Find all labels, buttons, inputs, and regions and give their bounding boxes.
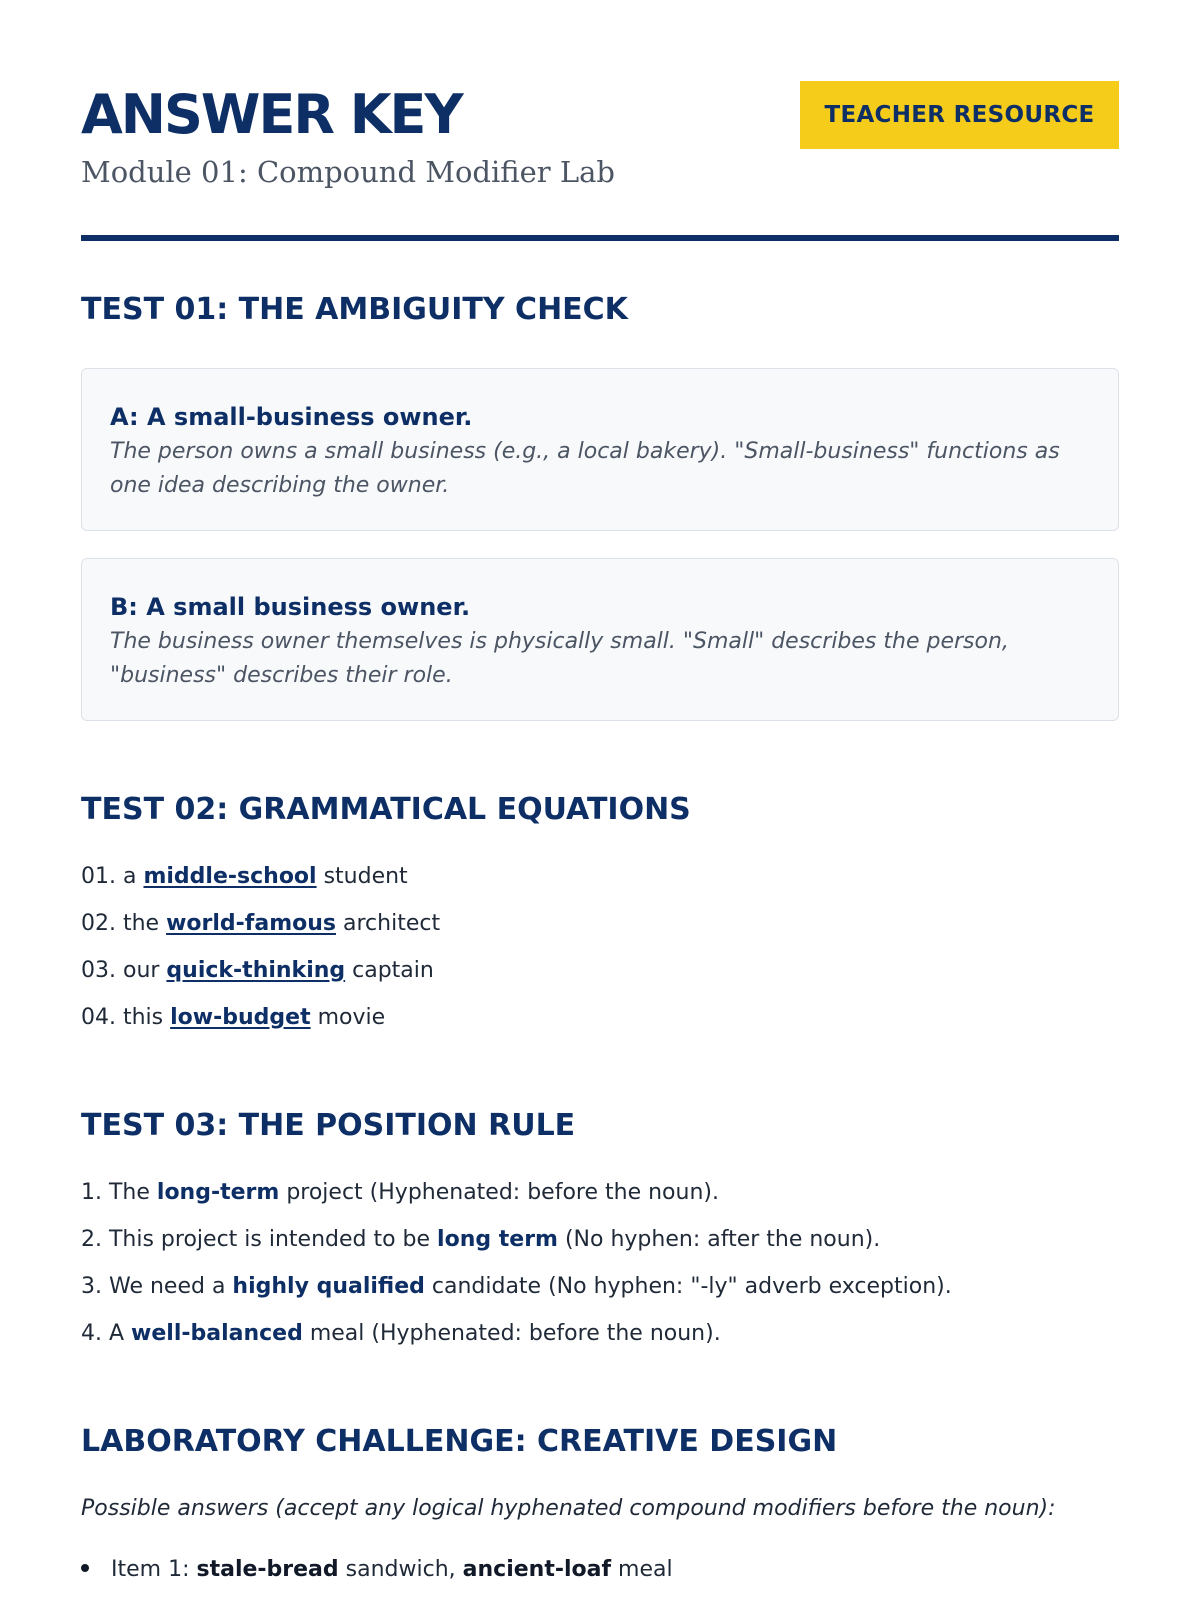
- challenge-note: Possible answers (accept any logical hyphenated compound modifiers before the noun):: [81, 1496, 1056, 1521]
- list-item: Item 1: stale-bread sandwich, ancient-loaf meal: [81, 1555, 673, 1585]
- list-item: 3. We need a highly qualified candidate (No hyphen: "-ly" adverb exception).: [81, 1274, 952, 1299]
- teacher-resource-badge: TEACHER RESOURCE: [800, 81, 1119, 149]
- test03-title: TEST 03: THE POSITION RULE: [81, 1108, 576, 1143]
- list-item: 02. the world-famous architect: [81, 911, 441, 936]
- card-b-explanation: The business owner themselves is physically small. "Small" describes the person, "business" describes their role.: [110, 629, 1009, 688]
- answer-term: stale-bread: [196, 1557, 339, 1582]
- test02-title: TEST 02: GRAMMATICAL EQUATIONS: [81, 792, 691, 827]
- answer-term: ancient-loaf: [462, 1557, 612, 1582]
- answer-term: world-famous: [166, 911, 336, 936]
- document-header: [81, 0, 1119, 241]
- test03-list: [81, 1178, 952, 1366]
- answer-term: long term: [437, 1227, 558, 1252]
- page-title: ANSWER KEY: [81, 83, 462, 146]
- answer-card-a: [81, 368, 1119, 531]
- list-item: 4. A well-balanced meal (Hyphenated: before the noun).: [81, 1321, 721, 1346]
- card-b-heading: B: A small business owner.: [110, 593, 471, 621]
- answer-term: highly qualified: [232, 1274, 425, 1299]
- bullet-icon: [81, 1564, 89, 1572]
- answer-term: middle-school: [143, 864, 317, 889]
- list-item: 04. this low-budget movie: [81, 1005, 386, 1030]
- list-item: 03. our quick-thinking captain: [81, 958, 434, 983]
- answer-term: well-balanced: [131, 1321, 303, 1346]
- test02-list: [81, 862, 440, 1050]
- list-item: 01. a middle-school student: [81, 864, 408, 889]
- card-a-explanation: The person owns a small business (e.g., a local bakery). "Small-business" functions as one idea describing the owner.: [110, 439, 1060, 498]
- answer-term: long-term: [156, 1180, 280, 1205]
- answer-term: quick-thinking: [166, 958, 346, 983]
- list-item: 2. This project is intended to be long term (No hyphen: after the noun).: [81, 1227, 881, 1252]
- card-a-heading: A: A small-business owner.: [110, 403, 473, 431]
- list-item: 1. The long-term project (Hyphenated: before the noun).: [81, 1180, 719, 1205]
- answer-card-b: [81, 558, 1119, 721]
- challenge-title: LABORATORY CHALLENGE: CREATIVE DESIGN: [81, 1424, 838, 1459]
- test01-title: TEST 01: THE AMBIGUITY CHECK: [81, 292, 628, 327]
- page-subtitle: Module 01: Compound Modifier Lab: [81, 155, 615, 189]
- answer-term: low-budget: [170, 1005, 311, 1030]
